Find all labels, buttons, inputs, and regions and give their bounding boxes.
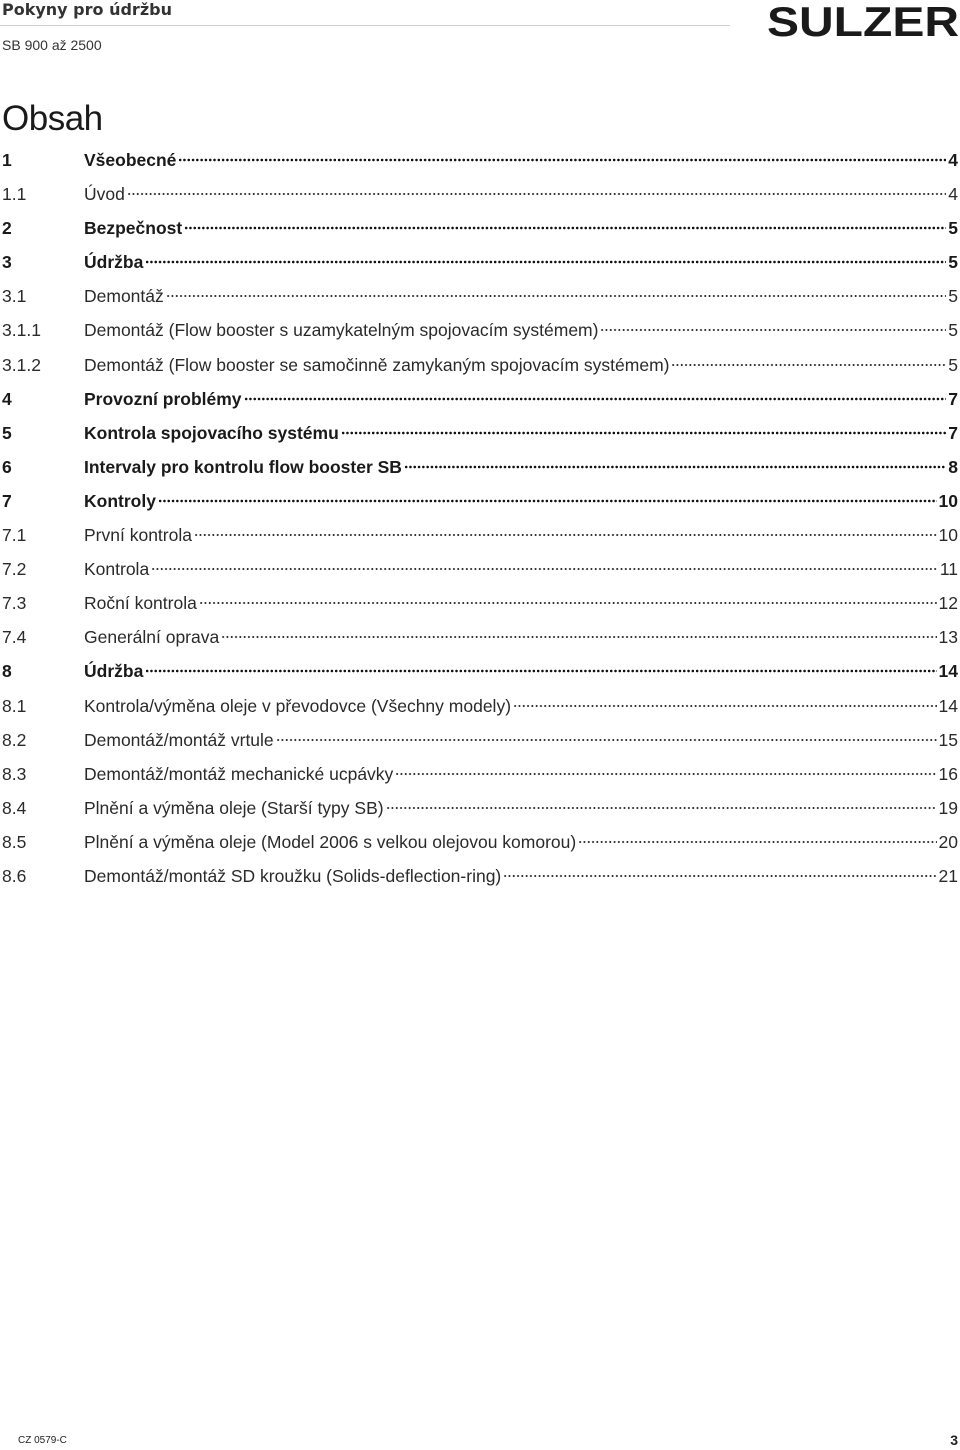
page-title: Obsah bbox=[2, 99, 103, 139]
toc-entry-title[interactable]: Provozní problémy bbox=[84, 388, 242, 409]
toc-entry-title[interactable]: Demontáž (Flow booster s uzamykatelným spojovacím systémem) bbox=[84, 320, 599, 341]
toc-entry[interactable] bbox=[0, 457, 960, 491]
toc-entry[interactable] bbox=[0, 559, 960, 593]
toc-dot-leader bbox=[386, 806, 937, 810]
toc-entry[interactable] bbox=[0, 184, 960, 218]
logo-text: SULZER bbox=[767, 2, 959, 40]
toc-entry-title[interactable]: Demontáž/montáž mechanické ucpávky bbox=[84, 763, 394, 784]
toc-entry-page[interactable]: 7 bbox=[948, 422, 958, 443]
toc-entry-title[interactable]: Kontrola/výměna oleje v převodovce (Všechny modely) bbox=[84, 695, 512, 716]
toc-entry-title[interactable]: Demontáž bbox=[84, 286, 164, 307]
toc-entry-title[interactable]: Demontáž/montáž vrtule bbox=[84, 729, 274, 750]
toc-entry-page[interactable]: 12 bbox=[938, 593, 958, 614]
toc-entry-number: 4 bbox=[2, 388, 12, 409]
toc-dot-leader bbox=[145, 260, 946, 264]
toc-dot-leader bbox=[151, 567, 938, 571]
toc-entry-title[interactable]: Údržba bbox=[84, 661, 144, 682]
toc-entry-page[interactable]: 11 bbox=[939, 559, 958, 580]
toc-entry-number: 8.2 bbox=[2, 729, 27, 750]
toc-entry-page[interactable]: 5 bbox=[948, 286, 958, 307]
toc-dot-leader bbox=[341, 431, 946, 435]
toc-entry[interactable] bbox=[0, 661, 960, 695]
toc-entry-page[interactable]: 5 bbox=[948, 320, 958, 341]
document-subtitle: SB 900 až 2500 bbox=[2, 37, 102, 53]
toc-entry-title[interactable]: Generální oprava bbox=[84, 627, 220, 648]
toc-entry[interactable] bbox=[0, 150, 960, 184]
toc-entry[interactable] bbox=[0, 355, 960, 389]
toc-dot-leader bbox=[276, 738, 937, 742]
toc-entry-number: 3.1 bbox=[2, 286, 27, 307]
toc-dot-leader bbox=[221, 635, 936, 639]
toc-entry[interactable] bbox=[0, 423, 960, 457]
toc-dot-leader bbox=[166, 294, 947, 298]
toc-dot-leader bbox=[503, 874, 936, 878]
toc-entry[interactable] bbox=[0, 252, 960, 286]
toc-entry[interactable] bbox=[0, 866, 960, 900]
toc-entry-title[interactable]: Demontáž (Flow booster se samočinně zamykaným spojovacím systémem) bbox=[84, 354, 670, 375]
toc-entry-number: 1.1 bbox=[2, 184, 27, 205]
sulzer-logo bbox=[766, 2, 960, 40]
toc-entry-title[interactable]: Plnění a výměna oleje (Starší typy SB) bbox=[84, 797, 384, 818]
toc-entry-number: 3.1.1 bbox=[2, 320, 41, 341]
toc-dot-leader bbox=[395, 772, 936, 776]
toc-entry-page[interactable]: 5 bbox=[948, 354, 958, 375]
toc-entry[interactable] bbox=[0, 798, 960, 832]
toc-entry[interactable] bbox=[0, 593, 960, 627]
toc-dot-leader bbox=[244, 397, 947, 401]
toc-dot-leader bbox=[199, 601, 937, 605]
toc-dot-leader bbox=[513, 704, 937, 708]
toc-entry[interactable] bbox=[0, 627, 960, 661]
toc-entry-number: 8.6 bbox=[2, 865, 27, 886]
toc-entry-number: 6 bbox=[2, 456, 12, 477]
toc-entry-page[interactable]: 8 bbox=[948, 456, 958, 477]
toc-dot-leader bbox=[671, 363, 946, 367]
toc-entry[interactable] bbox=[0, 218, 960, 252]
toc-entry-number: 5 bbox=[2, 422, 12, 443]
toc-entry-number: 8.4 bbox=[2, 797, 27, 818]
toc-dot-leader bbox=[194, 533, 937, 537]
table-of-contents bbox=[0, 150, 960, 900]
page-number: 3 bbox=[950, 1432, 958, 1448]
toc-entry-title[interactable]: Roční kontrola bbox=[84, 593, 197, 614]
toc-entry-title[interactable]: Intervaly pro kontrolu flow booster SB bbox=[84, 456, 402, 477]
toc-entry-number: 8.1 bbox=[2, 695, 27, 716]
toc-entry[interactable] bbox=[0, 764, 960, 798]
toc-entry-number: 8.3 bbox=[2, 763, 27, 784]
toc-entry-number: 7.4 bbox=[2, 627, 27, 648]
toc-entry-title[interactable]: Bezpečnost bbox=[84, 218, 183, 239]
toc-entry-page[interactable]: 21 bbox=[938, 865, 958, 886]
toc-entry-title[interactable]: Všeobecné bbox=[84, 150, 177, 170]
toc-entry-number: 7 bbox=[2, 490, 12, 511]
toc-dot-leader bbox=[184, 226, 946, 230]
toc-entry-title[interactable]: Demontáž/montáž SD kroužku (Solids-deflection-ring) bbox=[84, 865, 502, 886]
toc-dot-leader bbox=[127, 192, 946, 196]
toc-entry-title[interactable]: Kontroly bbox=[84, 490, 156, 511]
toc-entry[interactable] bbox=[0, 389, 960, 423]
toc-entry[interactable] bbox=[0, 320, 960, 354]
toc-entry-number: 1 bbox=[2, 150, 12, 170]
toc-entry[interactable] bbox=[0, 286, 960, 320]
toc-entry-page[interactable]: 19 bbox=[938, 797, 958, 818]
toc-entry-number: 3.1.2 bbox=[2, 354, 41, 375]
toc-entry[interactable] bbox=[0, 696, 960, 730]
toc-entry-page[interactable]: 16 bbox=[938, 763, 958, 784]
document-code: CZ 0579-C bbox=[18, 1435, 67, 1446]
toc-entry-title[interactable]: Kontrola bbox=[84, 559, 150, 580]
toc-entry-number: 7.2 bbox=[2, 559, 27, 580]
toc-dot-leader bbox=[178, 158, 946, 162]
document-title: Pokyny pro údržbu bbox=[2, 0, 172, 19]
toc-entry-title[interactable]: Kontrola spojovacího systému bbox=[84, 422, 339, 443]
toc-dot-leader bbox=[600, 328, 946, 332]
toc-entry-title[interactable]: První kontrola bbox=[84, 525, 192, 546]
toc-entry-title[interactable]: Údržba bbox=[84, 252, 144, 273]
toc-entry-page[interactable]: 7 bbox=[948, 388, 958, 409]
toc-entry-title[interactable]: Úvod bbox=[84, 184, 125, 205]
toc-entry-page[interactable]: 4 bbox=[948, 184, 958, 205]
toc-entry[interactable] bbox=[0, 730, 960, 764]
toc-dot-leader bbox=[158, 499, 937, 503]
toc-entry-page[interactable]: 13 bbox=[938, 627, 958, 648]
header-divider bbox=[0, 25, 730, 26]
toc-entry[interactable] bbox=[0, 832, 960, 866]
toc-entry-page[interactable]: 14 bbox=[938, 695, 958, 716]
toc-entry-number: 7.3 bbox=[2, 593, 27, 614]
toc-dot-leader bbox=[404, 465, 946, 469]
toc-entry-page[interactable]: 15 bbox=[938, 729, 958, 750]
toc-entry-number: 7.1 bbox=[2, 525, 27, 546]
toc-entry-number: 3 bbox=[2, 252, 12, 273]
toc-entry-page[interactable]: 10 bbox=[938, 525, 958, 546]
toc-entry-number: 2 bbox=[2, 218, 12, 239]
toc-dot-leader bbox=[145, 669, 936, 673]
toc-entry-number: 8 bbox=[2, 661, 12, 682]
toc-entry-page[interactable]: 5 bbox=[948, 252, 958, 273]
toc-entry-page[interactable]: 10 bbox=[938, 490, 958, 511]
toc-entry-page[interactable]: 4 bbox=[948, 150, 958, 170]
toc-entry[interactable] bbox=[0, 525, 960, 559]
toc-dot-leader bbox=[578, 840, 936, 844]
toc-entry-number: 8.5 bbox=[2, 831, 27, 852]
toc-entry[interactable] bbox=[0, 491, 960, 525]
toc-entry-page[interactable]: 20 bbox=[938, 831, 958, 852]
toc-entry-page[interactable]: 14 bbox=[938, 661, 958, 682]
toc-entry-title[interactable]: Plnění a výměna oleje (Model 2006 s velkou olejovou komorou) bbox=[84, 831, 577, 852]
toc-entry-page[interactable]: 5 bbox=[948, 218, 958, 239]
